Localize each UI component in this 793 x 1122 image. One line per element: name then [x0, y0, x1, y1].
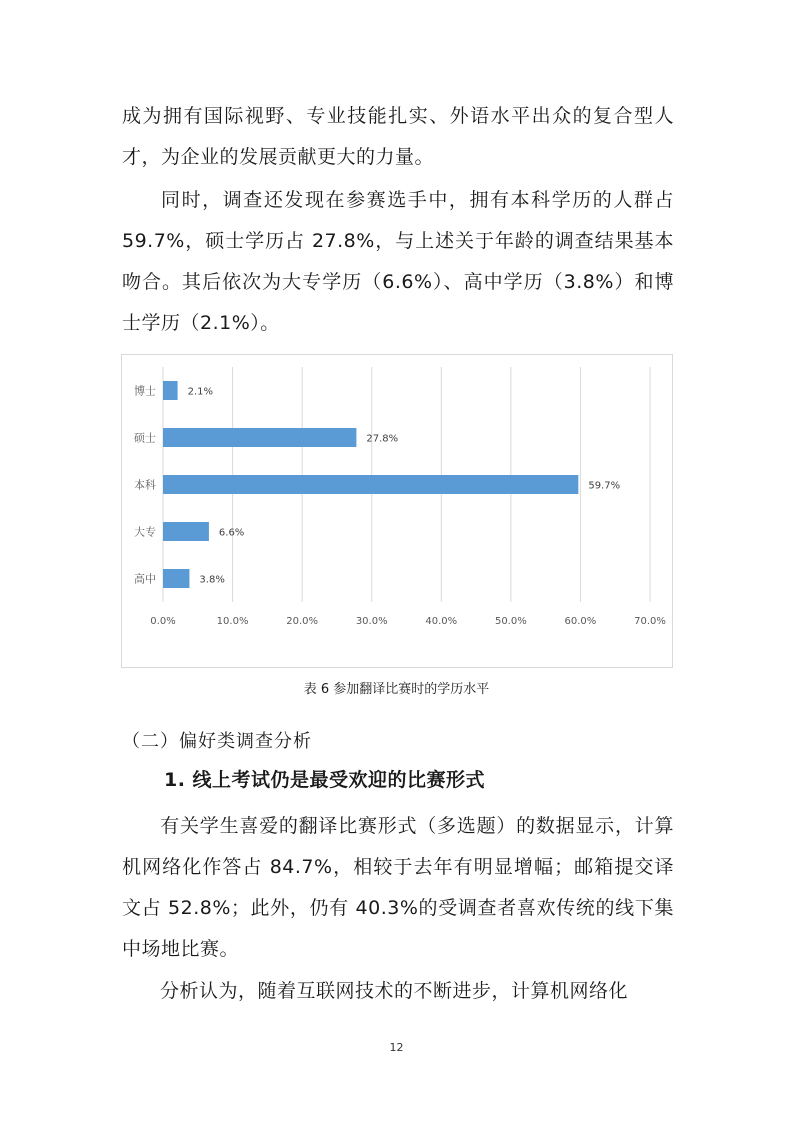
data-label: 6.6% [218, 527, 245, 539]
x-tick-label: 50.0% [494, 616, 527, 627]
x-tick-label: 70.0% [634, 616, 666, 627]
x-tick-label: 30.0% [355, 616, 388, 627]
data-label: 2.1% [187, 386, 214, 398]
x-tick-label: 0.0% [150, 616, 176, 627]
x-tick-label: 10.0% [216, 616, 249, 627]
category-label: 高中 [134, 572, 156, 586]
x-tick-label: 20.0% [286, 616, 319, 627]
bar [163, 569, 189, 588]
bar [163, 475, 578, 494]
data-label: 27.8% [366, 433, 399, 445]
chart-svg [122, 355, 674, 669]
bar [163, 522, 209, 541]
x-tick-label: 40.0% [425, 616, 458, 627]
paragraph-format-preference [122, 806, 674, 970]
data-label: 59.7% [588, 480, 621, 492]
paragraph-text: 有关学生喜爱的翻译比赛形式（多选题）的数据显示，计算机网络化作答占 84.7%，相较于去年有明显增幅；邮箱提交译文占 52.8%；此外，仍有 40.3%的受调查者喜欢传统的线下集中场地比赛。 [122, 815, 674, 960]
chart-caption: 表 6 参加翻译比赛时的学历水平 [303, 682, 490, 697]
bar [163, 381, 178, 400]
page-number: 12 [389, 1041, 404, 1054]
data-label: 3.8% [199, 574, 225, 586]
education-bar-chart [121, 354, 673, 668]
paragraph-continuation: 成为拥有国际视野、专业技能扎实、外语水平出众的复合型人才，为企业的发展贡献更大的力量。 [122, 105, 674, 168]
paragraph-education-survey [122, 180, 674, 344]
paragraph-text: 同时，调查还发现在参赛选手中，拥有本科学历的人群占 59.7%，硕士学历占 27.8%，与上述关于年龄的调查结果基本吻合。其后依次为大专学历（6.6%）、高中学历（3.8%）和博士学历（2.1%）。 [122, 189, 674, 334]
bar [163, 428, 356, 447]
paragraph-text: 分析认为，随着互联网技术的不断进步，计算机网络化 [160, 980, 629, 1002]
category-label: 博士 [134, 384, 156, 398]
section-title: （二）偏好类调查分析 [122, 731, 312, 752]
x-tick-label: 60.0% [564, 616, 597, 627]
category-label: 大专 [134, 525, 156, 539]
category-label: 硕士 [134, 431, 156, 445]
paragraph-analysis [122, 971, 674, 1012]
category-label: 本科 [134, 478, 156, 492]
subsection-title: 1. 线上考试仍是最受欢迎的比赛形式 [164, 769, 486, 791]
